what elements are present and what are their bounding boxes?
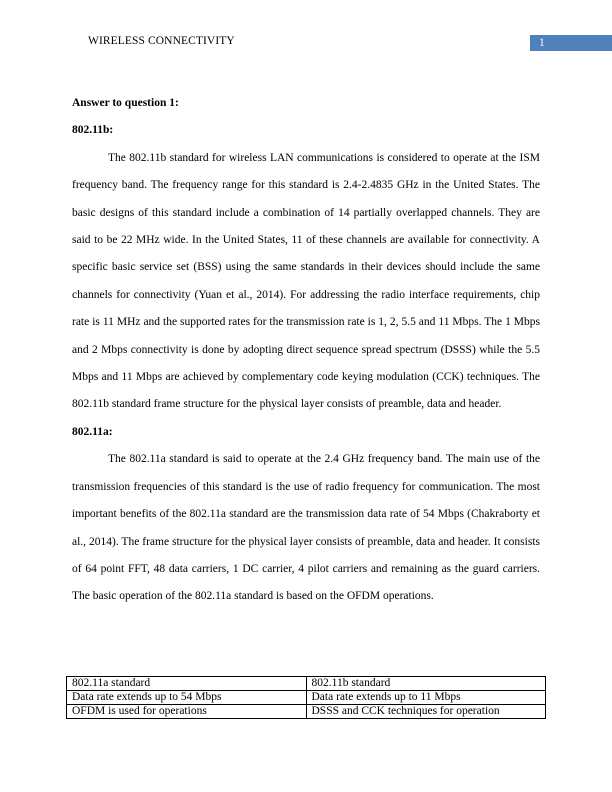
section-heading-80211a: 802.11a: <box>72 425 113 438</box>
table-cell: Data rate extends up to 11 Mbps <box>306 691 546 705</box>
running-header-title: WIRELESS CONNECTIVITY <box>88 35 235 47</box>
table-cell: DSSS and CCK techniques for operation <box>306 705 546 719</box>
document-body <box>72 90 540 611</box>
answer-heading: Answer to question 1: <box>72 97 179 109</box>
page-number-badge: 1 <box>530 35 612 51</box>
section-paragraph-80211a: The 802.11a standard is said to operate at the 2.4 GHz frequency band. The main use of the transmission frequencies of this standard is the use of radio frequency for communication. The most important benefits of the 802.11a standard are the transmission data rate of 54 Mbps (Chakraborty et al., 2014). The frame structure for the physical layer consists of preamble, data and header. It consists of 64 point FFT, 48 data carriers, 1 DC carrier, 4 pilot carriers and remaining as the guard carriers. The basic operation of the 802.11a standard is based on the OFDM operations. <box>72 453 540 603</box>
section-heading-80211b: 802.11b: <box>72 124 114 137</box>
table-cell: 802.11b standard <box>306 677 546 691</box>
table-row <box>67 705 546 719</box>
comparison-table <box>66 676 546 719</box>
section-paragraph-80211b: The 802.11b standard for wireless LAN communications is considered to operate at the ISM frequency band. The frequency range for this standard is 2.4-2.4835 GHz in the United States. The basic designs of this standard include a combination of 14 partially overlapped channels. They are said to be 22 MHz wide. In the United States, 11 of these channels are available for connectivity. A specific basic service set (BSS) using the same standards in their devices should include the same channels for connectivity (Yuan et al., 2014). For addressing the radio interface requirements, chip rate is 11 MHz and the supported rates for the transmission rate is 1, 2, 5.5 and 11 Mbps. The 1 Mbps and 2 Mbps connectivity is done by adopting direct sequence spread spectrum (DSSS) while the 5.5 Mbps and 11 Mbps are achieved by complementary code keying modulation (CCK) techniques. The 802.11b standard frame structure for the physical layer consists of preamble, data and header. <box>72 151 540 411</box>
table-cell: 802.11a standard <box>67 677 307 691</box>
table-cell: OFDM is used for operations <box>67 705 307 719</box>
table-row <box>67 677 546 691</box>
table-row <box>67 691 546 705</box>
table-cell: Data rate extends up to 54 Mbps <box>67 691 307 705</box>
